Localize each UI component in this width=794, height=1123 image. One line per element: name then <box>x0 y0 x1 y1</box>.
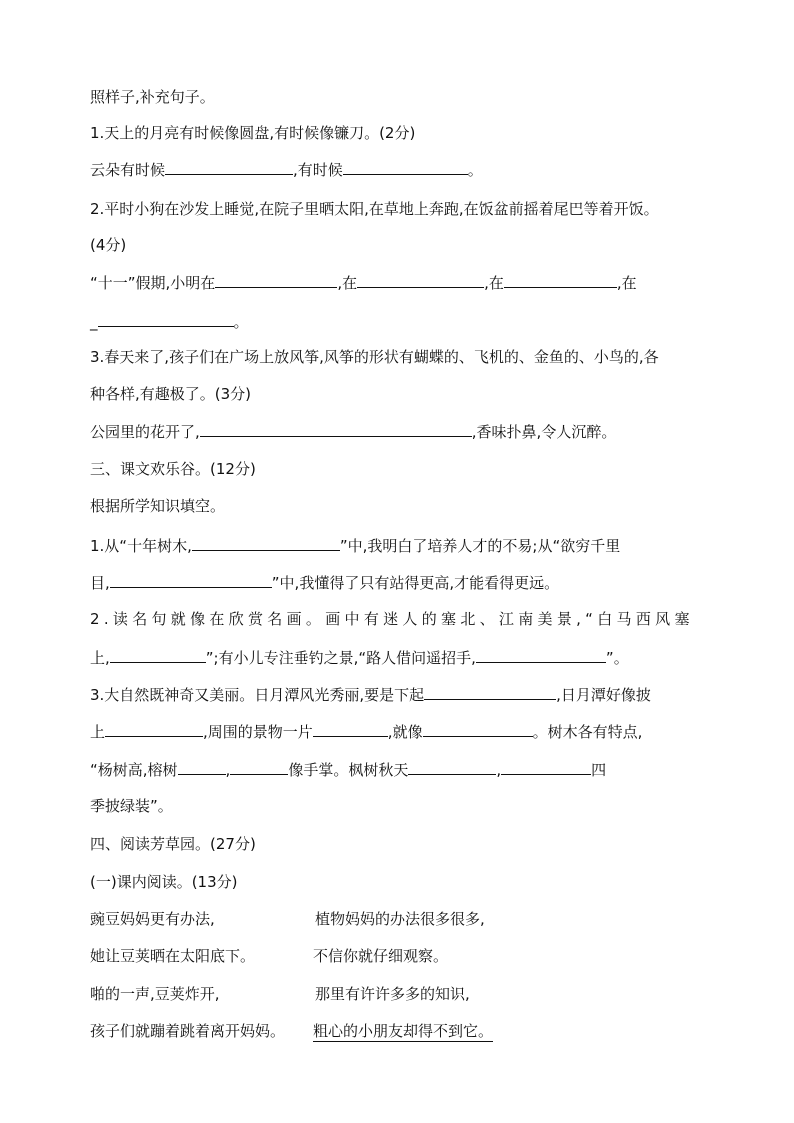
q2-score: (4分) <box>90 236 127 254</box>
q2-fill-line-2 <box>90 311 249 332</box>
s3-item1-blank-2[interactable] <box>110 572 272 588</box>
q1-prompt: 1.天上的月亮有时候像圆盘,有时候像镰刀。(2分) <box>90 124 416 142</box>
poem-left-line-1: 豌豆妈妈更有办法, <box>90 910 215 928</box>
s3-item3-blank-1[interactable] <box>424 684 556 700</box>
s3-item2-text-d: ”。 <box>605 649 629 667</box>
q1-fill-line <box>90 159 483 180</box>
q2-blank-4[interactable] <box>98 311 234 327</box>
q2-fill-line <box>90 272 637 293</box>
poem-right-line-3: 那里有许许多多的知识, <box>315 985 470 1003</box>
q2-text-e: _ <box>90 313 98 331</box>
s3-item3-text-f: 。树木各有特点, <box>532 723 643 741</box>
poem-left-line-3: 啪的一声,豆荚炸开, <box>90 985 220 1003</box>
q3-prompt-2: 种各样,有趣极了。(3分) <box>90 385 252 403</box>
q2-text-b: ,在 <box>337 274 358 292</box>
q2-text-c: ,在 <box>484 274 504 292</box>
poem-left-line-2: 她让豆荚晒在太阳底下。 <box>90 947 256 965</box>
poem-right-line-4 <box>313 1021 493 1041</box>
q2-blank-2[interactable] <box>357 272 484 288</box>
q1-text-a: 云朵有时候 <box>90 161 166 179</box>
s3-item3-line2 <box>90 721 642 742</box>
section3-instruction: 根据所学知识填空。 <box>90 497 226 515</box>
s3-item3-blank-8[interactable] <box>501 759 591 775</box>
q1-blank-2[interactable] <box>343 159 468 175</box>
s3-item3-line3 <box>90 759 606 780</box>
q3-blank-1[interactable] <box>200 421 472 437</box>
s3-item1-text-a: 1.从“十年树木, <box>90 537 192 555</box>
s3-item1-line2 <box>90 572 559 593</box>
s3-item3-blank-3[interactable] <box>313 721 388 737</box>
s3-item3-text-a: 3.大自然既神奇又美丽。日月潭风光秀丽,要是下起 <box>90 686 425 704</box>
s3-item1-blank-1[interactable] <box>192 535 340 551</box>
s3-item3-text-b: ,日月潭好像披 <box>556 686 651 704</box>
s3-item3-blank-2[interactable] <box>105 721 203 737</box>
poem-left-line-4: 孩子们就蹦着跳着离开妈妈。 <box>90 1022 286 1040</box>
s3-item3-line4: 季披绿装”。 <box>90 797 173 815</box>
s3-item2-blank-2[interactable] <box>476 647 606 663</box>
s3-item2-line1: 2.读名句就像在欣赏名画。画中有迷人的塞北、江南美景,“白马西风塞 <box>90 610 694 628</box>
s3-item3-text-j: , <box>496 761 502 779</box>
s3-item3-text-g: “杨树高,榕树 <box>90 761 178 779</box>
s3-item3-line1 <box>90 684 651 705</box>
s3-item1-text-d: ”中,我懂得了只有站得更高,才能看得更远。 <box>271 574 560 592</box>
s3-item3-blank-6[interactable] <box>230 759 288 775</box>
q1-blank-1[interactable] <box>165 159 293 175</box>
poem-right-line-1: 植物妈妈的办法很多很多, <box>315 910 485 928</box>
s3-item3-text-c: 上 <box>90 723 106 741</box>
instruction: 照样子,补充句子。 <box>90 88 215 106</box>
s3-item2-line2 <box>90 647 629 668</box>
q3-prompt-1: 3.春天来了,孩子们在广场上放风筝,风筝的形状有蝴蝶的、飞机的、金鱼的、小鸟的,各 <box>90 348 659 366</box>
q2-text-a: “十一”假期,小明在 <box>90 274 216 292</box>
s3-item2-text-c: ”;有小儿专注垂钓之景,“路人借问遥招手, <box>205 649 476 667</box>
s3-item1-line1 <box>90 535 620 556</box>
s3-item2-text-b: 上, <box>90 649 110 667</box>
s3-item1-text-c: 目, <box>90 574 110 592</box>
q2-text-end: 。 <box>233 313 249 331</box>
q1-text-b: ,有时候 <box>293 161 343 179</box>
poem-right-line-4-underlined: 粗心的小朋友却得不到它。 <box>313 1022 494 1040</box>
s3-item3-blank-5[interactable] <box>178 759 226 775</box>
q1-text-end: 。 <box>467 161 483 179</box>
section3-title: 三、课文欢乐谷。(12分) <box>90 460 256 478</box>
s3-item1-text-b: ”中,我明白了培养人才的不易;从“欲穷千里 <box>339 537 621 555</box>
s3-item3-text-k: 四 <box>591 761 607 779</box>
q2-text-d: ,在 <box>616 274 637 292</box>
s3-item3-text-d: ,周围的景物一片 <box>203 723 313 741</box>
q3-text-a: 公园里的花开了, <box>90 423 200 441</box>
section4-title: 四、阅读芳草园。(27分) <box>90 835 256 853</box>
q3-text-b: ,香味扑鼻,令人沉醉。 <box>471 423 617 441</box>
s3-item2-blank-1[interactable] <box>110 647 206 663</box>
s3-item3-blank-4[interactable] <box>423 721 533 737</box>
s3-item3-text-e: ,就像 <box>387 723 423 741</box>
q2-blank-1[interactable] <box>215 272 337 288</box>
q3-fill-line <box>90 421 616 442</box>
q2-blank-3[interactable] <box>504 272 617 288</box>
s3-item3-blank-7[interactable] <box>408 759 496 775</box>
s3-item3-text-i: 像手掌。枫树秋天 <box>288 761 409 779</box>
s3-item3-text-h: , <box>225 761 231 779</box>
q2-prompt: 2.平时小狗在沙发上睡觉,在院子里晒太阳,在草地上奔跑,在饭盆前摇着尾巴等着开饭。 <box>90 200 659 218</box>
section4-sub: (一)课内阅读。(13分) <box>90 873 238 891</box>
poem-right-line-2: 不信你就仔细观察。 <box>313 947 449 965</box>
